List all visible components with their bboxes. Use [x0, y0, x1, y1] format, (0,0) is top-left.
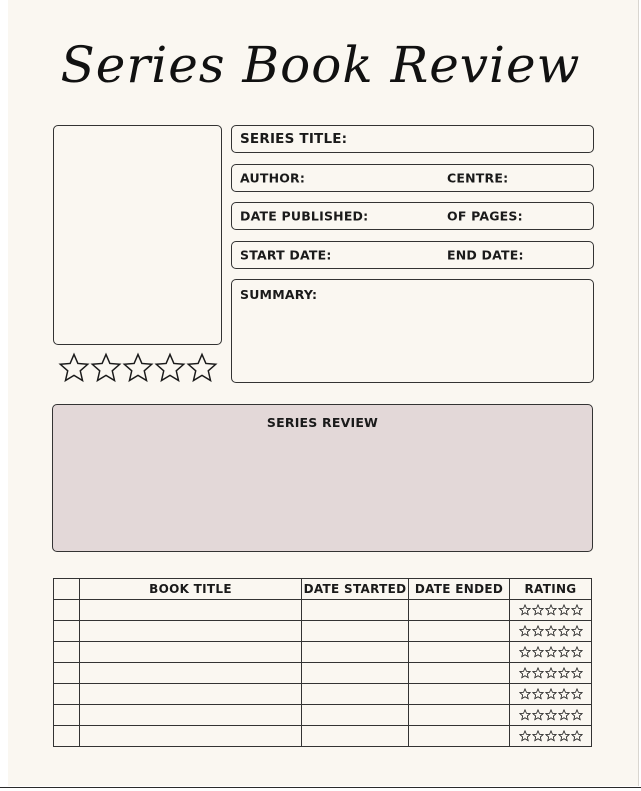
- book-title-cell[interactable]: [80, 705, 302, 726]
- header-rating: RATING: [510, 579, 592, 600]
- row-rating-stars[interactable]: [510, 625, 591, 637]
- start-date-label: START DATE:: [240, 247, 332, 263]
- row-index-cell[interactable]: [54, 705, 80, 726]
- books-table: [53, 578, 592, 747]
- star-outline-icon[interactable]: [532, 709, 544, 721]
- published-pages-field[interactable]: [231, 202, 594, 230]
- row-index-cell[interactable]: [54, 600, 80, 621]
- row-index-cell[interactable]: [54, 642, 80, 663]
- date-started-cell[interactable]: [302, 600, 409, 621]
- star-outline-icon[interactable]: [558, 688, 570, 700]
- book-title-cell[interactable]: [80, 600, 302, 621]
- row-rating-stars[interactable]: [510, 667, 591, 679]
- table-row: [54, 600, 592, 621]
- book-title-cell[interactable]: [80, 621, 302, 642]
- series-title-label: SERIES TITLE:: [240, 131, 348, 147]
- book-title-cell[interactable]: [80, 663, 302, 684]
- rating-cell[interactable]: [510, 642, 592, 663]
- series-title-field[interactable]: [231, 125, 594, 153]
- header-date-ended: DATE ENDED: [409, 579, 510, 600]
- table-row: [54, 621, 592, 642]
- date-ended-cell[interactable]: [409, 663, 510, 684]
- row-rating-stars[interactable]: [510, 646, 591, 658]
- table-row: [54, 705, 592, 726]
- star-outline-icon[interactable]: [571, 667, 583, 679]
- star-outline-icon[interactable]: [519, 625, 531, 637]
- date-started-cell[interactable]: [302, 726, 409, 747]
- rating-cell[interactable]: [510, 663, 592, 684]
- table-row: [54, 726, 592, 747]
- date-ended-cell[interactable]: [409, 600, 510, 621]
- star-outline-icon[interactable]: [545, 646, 557, 658]
- star-outline-icon[interactable]: [90, 352, 122, 384]
- author-centre-field[interactable]: [231, 164, 594, 192]
- star-outline-icon[interactable]: [558, 667, 570, 679]
- row-index-cell[interactable]: [54, 663, 80, 684]
- date-started-cell[interactable]: [302, 705, 409, 726]
- table-header-row: [54, 579, 592, 600]
- cover-rating-stars[interactable]: [58, 352, 218, 384]
- header-book-title: BOOK TITLE: [80, 579, 302, 600]
- star-outline-icon[interactable]: [545, 604, 557, 616]
- date-started-cell[interactable]: [302, 663, 409, 684]
- star-outline-icon[interactable]: [571, 625, 583, 637]
- date-ended-cell[interactable]: [409, 621, 510, 642]
- end-date-label: END DATE:: [447, 247, 524, 263]
- book-title-cell[interactable]: [80, 726, 302, 747]
- date-ended-cell[interactable]: [409, 705, 510, 726]
- star-outline-icon[interactable]: [58, 352, 90, 384]
- centre-label: CENTRE:: [447, 170, 509, 186]
- star-outline-icon[interactable]: [154, 352, 186, 384]
- table-row: [54, 642, 592, 663]
- series-review-box[interactable]: [52, 404, 593, 552]
- star-outline-icon[interactable]: [545, 625, 557, 637]
- star-outline-icon[interactable]: [558, 646, 570, 658]
- row-rating-stars[interactable]: [510, 688, 591, 700]
- table-row: [54, 663, 592, 684]
- summary-label: SUMMARY:: [240, 287, 318, 302]
- header-index: [54, 579, 80, 600]
- star-outline-icon[interactable]: [122, 352, 154, 384]
- star-outline-icon[interactable]: [558, 709, 570, 721]
- star-outline-icon[interactable]: [571, 730, 583, 742]
- star-outline-icon[interactable]: [532, 604, 544, 616]
- star-outline-icon[interactable]: [532, 688, 544, 700]
- star-outline-icon[interactable]: [545, 688, 557, 700]
- of-pages-label: OF PAGES:: [447, 208, 523, 224]
- row-rating-stars[interactable]: [510, 709, 591, 721]
- date-started-cell[interactable]: [302, 684, 409, 705]
- summary-box[interactable]: [231, 279, 594, 383]
- page-bottom-border: [0, 787, 641, 788]
- star-outline-icon[interactable]: [571, 646, 583, 658]
- row-index-cell[interactable]: [54, 684, 80, 705]
- date-published-label: DATE PUBLISHED:: [240, 208, 369, 224]
- book-title-cell[interactable]: [80, 684, 302, 705]
- book-title-cell[interactable]: [80, 642, 302, 663]
- date-started-cell[interactable]: [302, 642, 409, 663]
- rating-cell[interactable]: [510, 684, 592, 705]
- table-row: [54, 684, 592, 705]
- cover-image-box[interactable]: [53, 125, 222, 345]
- star-outline-icon[interactable]: [532, 646, 544, 658]
- star-outline-icon[interactable]: [519, 667, 531, 679]
- date-ended-cell[interactable]: [409, 726, 510, 747]
- date-ended-cell[interactable]: [409, 684, 510, 705]
- start-end-date-field[interactable]: [231, 241, 594, 269]
- header-date-started: DATE STARTED: [302, 579, 409, 600]
- rating-cell[interactable]: [510, 726, 592, 747]
- row-rating-stars[interactable]: [510, 730, 591, 742]
- star-outline-icon[interactable]: [519, 709, 531, 721]
- star-outline-icon[interactable]: [558, 604, 570, 616]
- row-index-cell[interactable]: [54, 621, 80, 642]
- star-outline-icon[interactable]: [532, 625, 544, 637]
- star-outline-icon[interactable]: [532, 667, 544, 679]
- star-outline-icon[interactable]: [571, 604, 583, 616]
- star-outline-icon[interactable]: [186, 352, 218, 384]
- rating-cell[interactable]: [510, 621, 592, 642]
- date-ended-cell[interactable]: [409, 642, 510, 663]
- date-started-cell[interactable]: [302, 621, 409, 642]
- author-label: AUTHOR:: [240, 170, 306, 186]
- star-outline-icon[interactable]: [545, 667, 557, 679]
- series-review-label: SERIES REVIEW: [266, 415, 379, 430]
- star-outline-icon[interactable]: [532, 730, 544, 742]
- star-outline-icon[interactable]: [519, 604, 531, 616]
- star-outline-icon[interactable]: [571, 688, 583, 700]
- star-outline-icon[interactable]: [519, 688, 531, 700]
- star-outline-icon[interactable]: [558, 730, 570, 742]
- star-outline-icon[interactable]: [519, 730, 531, 742]
- row-index-cell[interactable]: [54, 726, 80, 747]
- rating-cell[interactable]: [510, 600, 592, 621]
- star-outline-icon[interactable]: [571, 709, 583, 721]
- star-outline-icon[interactable]: [519, 646, 531, 658]
- star-outline-icon[interactable]: [558, 625, 570, 637]
- star-outline-icon[interactable]: [545, 730, 557, 742]
- page-title: Series Book Review: [60, 36, 581, 94]
- rating-cell[interactable]: [510, 705, 592, 726]
- star-outline-icon[interactable]: [545, 709, 557, 721]
- row-rating-stars[interactable]: [510, 604, 591, 616]
